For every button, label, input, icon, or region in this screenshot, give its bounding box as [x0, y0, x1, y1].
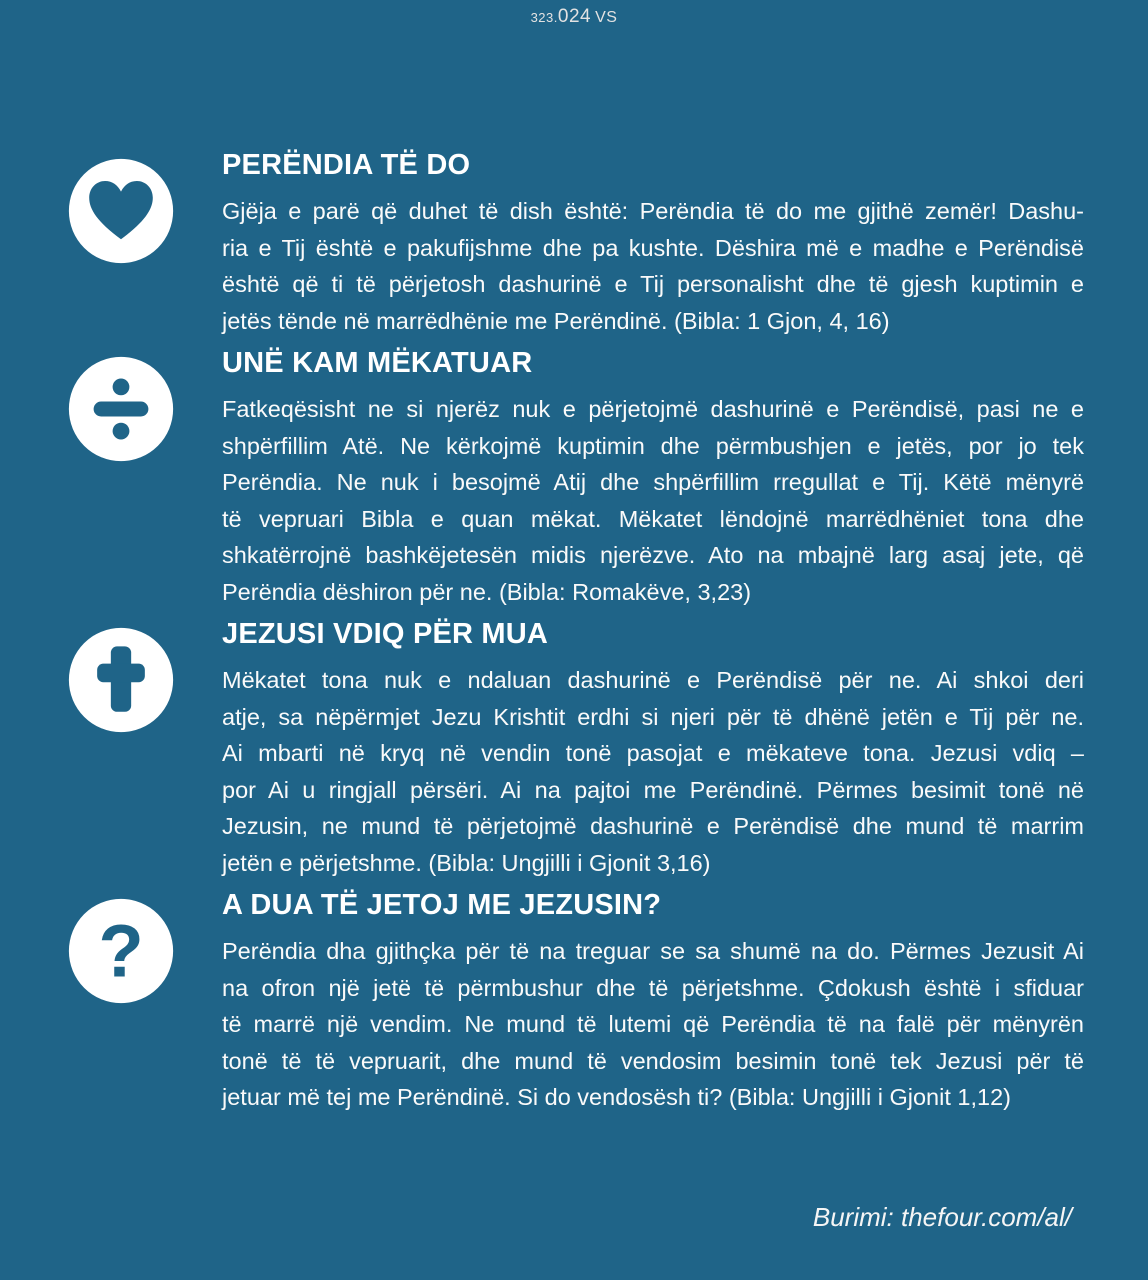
question-glyph: ?	[98, 909, 144, 993]
text-line: Perëndia. Ne nuk i besojmë Atij dhe shpërfillim rregullat e Tij. Këtë mënyrë	[222, 469, 1084, 495]
section-text	[222, 620, 1084, 881]
section-text	[222, 349, 1084, 610]
text-line: jetën e përjetshme. (Bibla: Ungjilli i Gjonit 3,16)	[222, 849, 711, 876]
text-line: ria e Tij është e pakufijshme dhe pa kushte. Dëshira më e madhe e Perëndisë	[222, 234, 1084, 261]
text-line: të marrë një vendim. Ne mund të lutemi që Perëndia të na falë për mënyrën	[222, 1011, 1084, 1037]
text-line: jetuar më tej me Perëndinë. Si do vendosësh ti? (Bibla: Ungjilli i Gjonit 1,12)	[222, 1084, 1011, 1110]
heart-icon	[68, 158, 174, 264]
section-body	[222, 391, 1084, 610]
header-code	[0, 6, 1148, 28]
text-line: shpërfillim Atë. Ne kërkojmë kuptimin dhe përmbushjen e jetës, por jo tek	[222, 432, 1084, 459]
section-une-kam-mekatuar	[64, 349, 1084, 610]
section-jezusi-vdiq-per-mua	[64, 620, 1084, 881]
section-body	[222, 933, 1084, 1116]
text-line: Perëndia dha gjithçka për të na treguar se sa shumë na do. Përmes Jezusit Ai	[222, 938, 1084, 964]
text-line: Fatkeqësisht ne si njerëz nuk e përjetojmë dashurinë e Perëndisë, pasi ne e	[222, 396, 1084, 422]
section-heading: JEZUSI VDIQ PËR MUA	[222, 618, 549, 650]
section-heading: PERËNDIA TË DO	[222, 149, 471, 181]
text-line: na ofron një jetë të përmbushur dhe të përjetshme. Çdokush është i sfiduar	[222, 974, 1084, 1001]
section-text	[222, 151, 1084, 339]
section-perendia-te-do	[64, 151, 1084, 339]
sections-list	[64, 151, 1084, 1126]
question-icon	[68, 898, 174, 1004]
text-line: të vepruari Bibla e quan mëkat. Mëkatet lëndojnë marrëdhëniet tona dhe	[222, 505, 1084, 532]
divide-icon	[68, 356, 174, 462]
section-heading: A DUA TË JETOJ ME JEZUSIN?	[222, 889, 662, 921]
text-line: Gjëja e parë që duhet të dish është: Perëndia të do me gjithë zemër! Dashu-	[222, 198, 1084, 224]
text-line: Jezusin, ne mund të përjetojmë dashurinë e Perëndisë dhe mund të marrim	[222, 813, 1084, 839]
cross-icon	[68, 627, 174, 733]
text-line: jetës tënde në marrëdhënie me Perëndinë. (Bibla: 1 Gjon, 4, 16)	[222, 307, 890, 334]
section-heading: UNË KAM MËKATUAR	[222, 347, 533, 379]
header-code-small: 323.	[530, 10, 558, 25]
text-line: shkatërrojnë bashkëjetesën midis njerëzve. Ato na mbajnë larg asaj jete, që	[222, 542, 1084, 568]
footer-source: Burimi: thefour.com/al/	[812, 1202, 1072, 1232]
section-body	[222, 662, 1084, 881]
section-body	[222, 193, 1084, 339]
text-line: por Ai u ringjall përsëri. Ai na pajtoi me Perëndinë. Përmes besimit tonë në	[222, 776, 1084, 803]
section-text	[222, 891, 1084, 1116]
text-line: Perëndia dëshiron për ne. (Bibla: Romakëve, 3,23)	[222, 578, 752, 605]
text-line: atje, sa nëpërmjet Jezu Krishtit erdhi si njeri për të dhënë jetën e Tij për ne.	[222, 703, 1084, 730]
header-code-large: 024	[557, 6, 592, 27]
text-line: Mëkatet tona nuk e ndaluan dashurinë e Perëndisë për ne. Ai shkoi deri	[222, 667, 1084, 693]
text-line: është që ti të përjetosh dashurinë e Tij personalisht dhe të gjesh kuptimin e	[222, 271, 1084, 297]
header-code-suffix: VS	[595, 9, 618, 26]
text-line: tonë të të vepruarit, dhe mund të vendosim besimin tonë tek Jezusi për të	[222, 1047, 1084, 1074]
text-line: Ai mbarti në kryq në vendin tonë pasojat e mëkateve tona. Jezusi vdiq –	[222, 740, 1084, 766]
section-a-dua-te-jetoj	[64, 891, 1084, 1116]
